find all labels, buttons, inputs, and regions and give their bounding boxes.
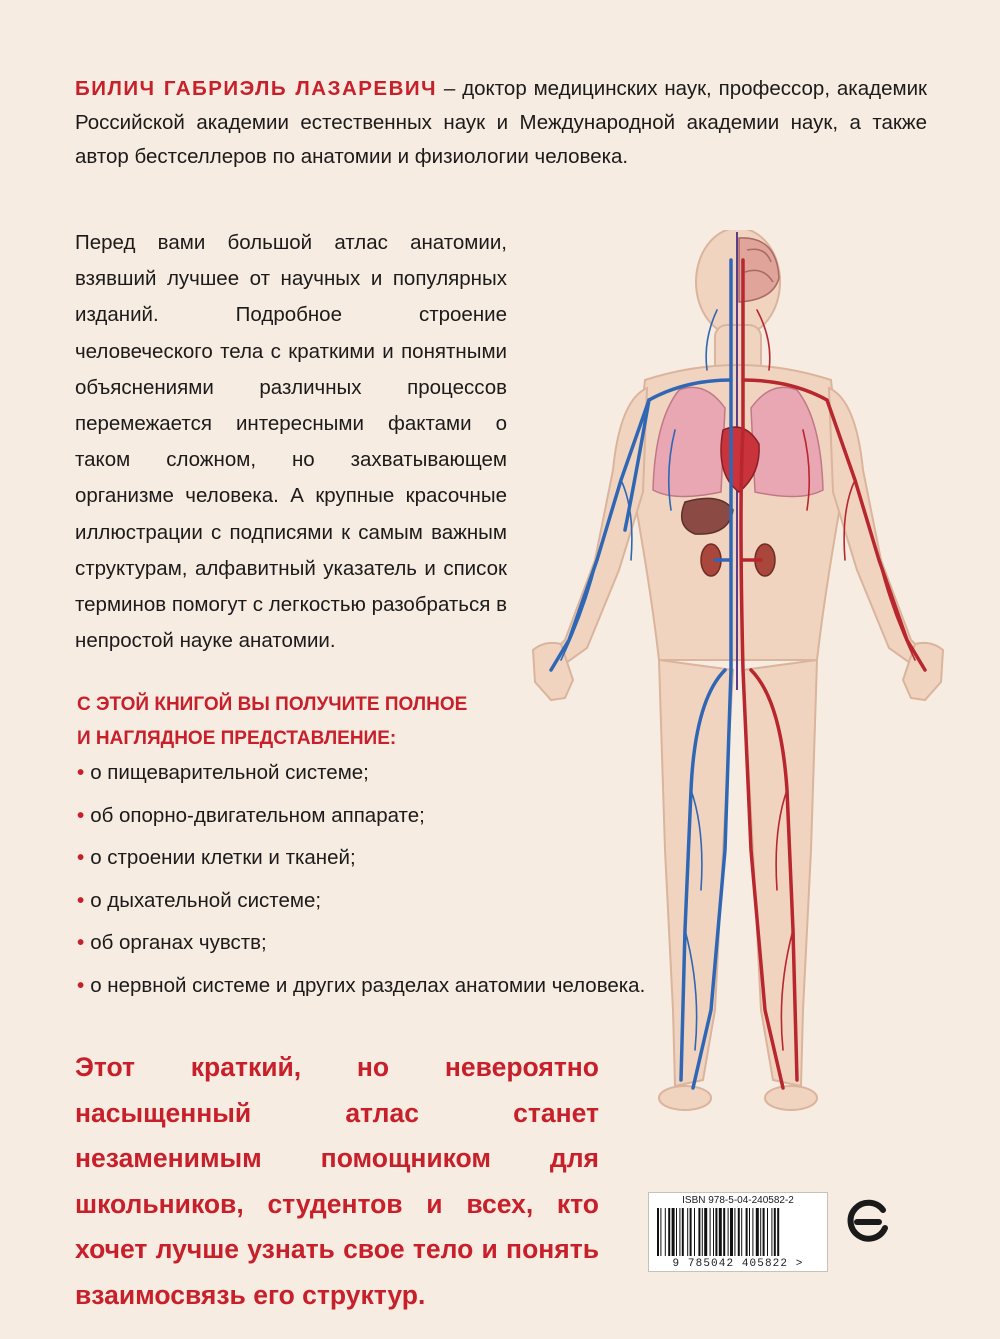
barcode-bar: [756, 1208, 759, 1256]
barcode-bar: [698, 1208, 700, 1256]
barcode-bar: [690, 1208, 692, 1256]
barcode-bar: [672, 1208, 675, 1256]
list-item: • об органах чувств;: [77, 931, 267, 954]
barcode-bar: [771, 1208, 772, 1256]
human-circulatory-figure-icon: [525, 230, 955, 1130]
isbn-digits: 9 785042 405822 >: [672, 1258, 804, 1270]
bullet: •: [77, 803, 85, 827]
barcode-bar: [749, 1208, 750, 1256]
list-item: • о дыхательной системе;: [77, 888, 322, 912]
barcode-bar: [687, 1208, 688, 1256]
barcode-bar: [715, 1208, 717, 1256]
barcode-bar: [694, 1208, 695, 1256]
barcode-bar: [665, 1208, 666, 1256]
barcode-bar: [752, 1208, 753, 1256]
barcode-bar: [657, 1208, 659, 1256]
bullet: •: [77, 846, 85, 869]
barcode-bar: [668, 1208, 670, 1256]
barcode-bar: [760, 1208, 761, 1256]
features-heading-line-1: С ЭТОЙ КНИГОЙ ВЫ ПОЛУЧИТЕ ПОЛНОЕ: [77, 694, 468, 715]
barcode-bar: [710, 1208, 711, 1256]
closing-statement: Этот краткий, но невероятно насыщенный атлас станет незаменимым помощником для школьников, студентов и всех, кто хочет лучше узнать свое тело и понять взаимосвязь его структур.: [75, 1052, 599, 1310]
book-description: Перед вами большой атлас анатомии, взявший лучшее от научных и популярных изданий. Подробное строение человеческого тела с краткими и понятными объяснениями различных процессов перемежается интересными фактами о таком сложном, но захватывающем организме человека. А крупные красочные иллюстрации с подписями к самым важным структурам, алфавитный указатель и список терминов помогут с легкостью разобраться в непростой науке анатомии.: [75, 231, 507, 653]
barcode-bar: [738, 1208, 740, 1256]
barcode-bar: [676, 1208, 677, 1256]
barcode-bar: [777, 1208, 779, 1256]
bullet: •: [77, 931, 85, 954]
barcode-bar: [763, 1208, 765, 1256]
barcode-bar: [679, 1208, 680, 1256]
barcode-bar: [741, 1208, 742, 1256]
isbn-label: ISBN 978-5-04-240582-2: [682, 1195, 794, 1206]
list-item: • об опорно-двигательном аппарате;: [77, 803, 425, 827]
author-name: БИЛИЧ ГАБРИЭЛЬ ЛАЗАРЕВИЧ: [75, 77, 438, 100]
barcode-bar: [682, 1208, 684, 1256]
barcode-bars: [657, 1208, 821, 1256]
barcode-bar: [734, 1208, 735, 1256]
list-item: • о нервной системе и других разделах анатомии человека.: [77, 973, 646, 997]
barcode-bar: [774, 1208, 776, 1256]
barcode-bar: [702, 1208, 703, 1256]
list-item: • о пищеварительной системе;: [77, 761, 369, 784]
author-bio: [75, 72, 927, 174]
barcode: [648, 1192, 828, 1272]
list-item: • о строении клетки и тканей;: [77, 846, 356, 869]
barcode-bar: [723, 1208, 725, 1256]
barcode-bar: [704, 1208, 707, 1256]
bullet: •: [77, 761, 85, 784]
bullet: •: [77, 973, 85, 997]
bullet: •: [77, 888, 85, 912]
features-heading-line-2: И НАГЛЯДНОЕ ПРЕДСТАВЛЕНИЕ:: [77, 728, 397, 749]
barcode-bar: [767, 1208, 768, 1256]
features-heading: [77, 688, 537, 756]
author-bio-text: – доктор медицинских наук, профессор, академик Российской академии естественных наук и Международной академии наук, а также автор бестселлеров по анатомии и физиологии человека.: [75, 77, 927, 168]
barcode-bar: [730, 1208, 733, 1256]
barcode-bar: [728, 1208, 729, 1256]
barcode-bar: [713, 1208, 714, 1256]
barcode-bar: [719, 1208, 722, 1256]
barcode-bar: [660, 1208, 661, 1256]
publisher-logo-icon: [843, 1196, 893, 1246]
barcode-bar: [746, 1208, 748, 1256]
